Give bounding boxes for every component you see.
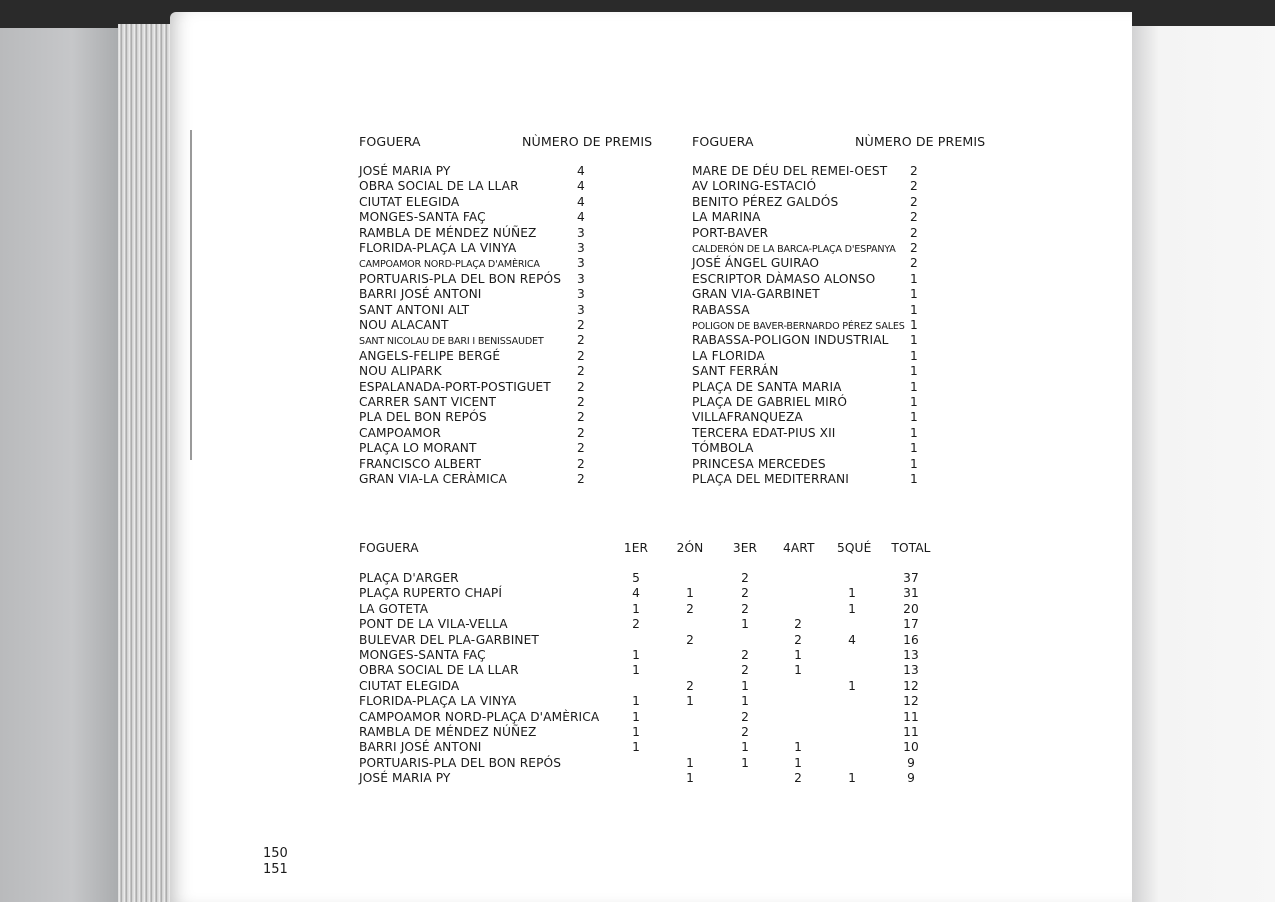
table-row — [359, 225, 585, 241]
premis-count: 2 — [910, 164, 918, 178]
page-number-151: 151 — [263, 862, 288, 877]
column-header-total: TOTAL — [891, 541, 931, 555]
3er-cell: 1 — [741, 678, 749, 693]
table-row — [359, 410, 585, 425]
table-row — [359, 694, 949, 709]
table-row — [359, 287, 585, 302]
foguera-name: CALDERÓN DE LA BARCA-PLAÇA D'ESPANYA — [692, 244, 896, 255]
premis-count: 1 — [910, 302, 918, 317]
foguera-name: PLAÇA DEL MEDITERRANI — [692, 472, 849, 486]
total-cell: 37 — [903, 571, 919, 585]
1er-cell: 1 — [632, 648, 640, 662]
premis-count: 4 — [577, 194, 585, 209]
foguera-name: PORT-BAVER — [692, 225, 769, 240]
total-cell: 11 — [903, 725, 919, 739]
table-row — [359, 271, 585, 287]
column-header-foguera: FOGUERA — [359, 134, 421, 149]
foguera-name: SANT FERRÁN — [692, 364, 779, 379]
4art-cell: 2 — [794, 617, 802, 632]
foguera-name: TERCERA EDAT-PIUS XII — [692, 425, 836, 440]
foguera-name: RABASSA-POLIGON INDUSTRIAL — [692, 333, 889, 348]
1er-cell: 1 — [632, 709, 640, 724]
1er-cell: 5 — [632, 571, 640, 585]
foguera-name: MONGES-SANTA FAÇ — [359, 210, 486, 225]
foguera-name: OBRA SOCIAL DE LA LLAR — [359, 179, 519, 194]
table-row — [359, 586, 949, 601]
foguera-name: RAMBLA DE MÉNDEZ NÚÑEZ — [359, 725, 537, 739]
foguera-name: TÓMBOLA — [692, 441, 754, 456]
1er-cell: 1 — [632, 725, 640, 739]
3er-cell: 2 — [741, 709, 749, 724]
premis-count: 2 — [577, 456, 585, 471]
premis-count: 1 — [910, 348, 918, 363]
premis-table-left — [359, 134, 659, 494]
premis-count: 1 — [910, 318, 918, 332]
foguera-name: RABASSA — [692, 302, 750, 317]
2on-cell: 2 — [686, 601, 694, 616]
1er-cell: 1 — [632, 663, 640, 678]
table-row — [692, 379, 918, 395]
table-row — [692, 333, 918, 348]
total-cell: 13 — [903, 663, 919, 678]
2on-cell: 2 — [686, 632, 694, 647]
foguera-name: CAMPOAMOR NORD-PLAÇA D'AMÈRICA — [359, 709, 600, 724]
premis-count: 1 — [910, 271, 918, 286]
foguera-name: FRANCISCO ALBERT — [359, 456, 482, 471]
premis-count: 3 — [577, 271, 585, 286]
total-cell: 11 — [903, 709, 919, 724]
spine-line — [190, 130, 192, 460]
foguera-name: PLAÇA DE SANTA MARIA — [692, 379, 842, 394]
table-row — [359, 710, 949, 725]
table-row — [359, 756, 949, 771]
foguera-name: PONT DE LA VILA-VELLA — [359, 617, 508, 632]
table-row — [359, 179, 585, 194]
page-number-150: 150 — [263, 846, 288, 861]
table-row — [359, 210, 585, 225]
premis-count: 2 — [910, 179, 918, 194]
premis-count: 3 — [577, 241, 585, 255]
table-row — [359, 571, 949, 586]
table-row — [359, 617, 949, 632]
foguera-name: BARRI JOSÉ ANTONI — [359, 287, 482, 302]
table-row — [692, 271, 918, 287]
premis-count: 2 — [910, 256, 918, 271]
table-row — [692, 179, 918, 194]
table-row — [692, 287, 918, 302]
background-left — [0, 28, 120, 902]
table-row — [359, 740, 949, 755]
table-row — [359, 164, 585, 179]
foguera-name: OBRA SOCIAL DE LA LLAR — [359, 663, 519, 678]
5que-cell: 1 — [848, 601, 856, 616]
foguera-name: FLORIDA-PLAÇA LA VINYA — [359, 241, 517, 255]
book-page-edges — [118, 24, 178, 902]
table-row — [692, 164, 918, 179]
table-row — [359, 602, 949, 617]
foguera-name: CIUTAT ELEGIDA — [359, 678, 460, 693]
table-row — [359, 725, 949, 740]
premis-table-right — [692, 134, 992, 494]
premis-count: 2 — [577, 472, 585, 486]
2on-cell: 1 — [686, 586, 694, 601]
3er-cell: 1 — [741, 740, 749, 755]
foguera-name: VILLAFRANQUEZA — [692, 410, 803, 425]
foguera-name: ANGELS-FELIPE BERGÉ — [359, 348, 501, 363]
total-cell: 12 — [903, 678, 919, 693]
4art-cell: 2 — [794, 771, 802, 786]
foguera-name: PLAÇA LO MORANT — [359, 441, 477, 456]
table-row — [359, 771, 949, 786]
table-row — [359, 379, 585, 395]
premis-count: 2 — [577, 333, 585, 348]
premis-count: 1 — [910, 425, 918, 440]
foguera-name: ESPALANADA-PORT-POSTIGUET — [359, 379, 551, 394]
total-cell: 12 — [903, 694, 919, 709]
column-header-3er: 3ER — [732, 541, 758, 555]
3er-cell: 2 — [741, 586, 749, 601]
foguera-name: LA MARINA — [692, 210, 761, 225]
foguera-name: PRINCESA MERCEDES — [692, 456, 826, 471]
3er-cell: 1 — [741, 755, 749, 770]
background-right — [1130, 26, 1275, 902]
4art-cell: 2 — [794, 632, 802, 647]
1er-cell: 1 — [632, 601, 640, 616]
2on-cell: 1 — [686, 755, 694, 770]
premis-count: 2 — [577, 425, 585, 440]
table-row — [692, 318, 918, 333]
1er-cell: 2 — [632, 617, 640, 632]
foguera-name: ESCRIPTOR DÀMASO ALONSO — [692, 271, 876, 286]
foguera-name: CAMPOAMOR — [359, 425, 441, 440]
premis-count: 4 — [577, 164, 585, 178]
premis-count: 1 — [910, 395, 918, 409]
table-row — [359, 348, 585, 364]
table-row — [359, 648, 949, 663]
column-header-numero-premis: NÙMERO DE PREMIS — [522, 134, 653, 149]
5que-cell: 1 — [848, 678, 856, 693]
table-row — [359, 333, 585, 348]
3er-cell: 1 — [741, 694, 749, 709]
foguera-name: PLA DEL BON REPÓS — [359, 410, 487, 425]
1er-cell: 4 — [632, 586, 640, 601]
table-row — [359, 395, 585, 410]
premis-count: 2 — [577, 348, 585, 363]
table-row — [359, 679, 949, 694]
premis-count: 2 — [910, 225, 918, 240]
total-cell: 10 — [903, 740, 919, 755]
premis-count: 2 — [577, 441, 585, 456]
table-row — [359, 302, 585, 318]
premis-count: 2 — [910, 210, 918, 225]
foguera-name: NOU ALACANT — [359, 318, 449, 332]
foguera-name: JOSÉ ÁNGEL GUIRAO — [692, 256, 820, 271]
table-row — [692, 456, 918, 472]
table-row — [359, 663, 949, 678]
foguera-name: JOSÉ MARIA PY — [359, 164, 451, 178]
foguera-name: CIUTAT ELEGIDA — [359, 194, 460, 209]
table-row — [359, 441, 585, 456]
premis-count: 1 — [910, 287, 918, 302]
premis-count: 3 — [577, 225, 585, 240]
foguera-name: PLAÇA RUPERTO CHAPÍ — [359, 586, 503, 601]
column-header-numero-premis: NÙMERO DE PREMIS — [855, 134, 986, 149]
premis-count: 2 — [577, 410, 585, 425]
table-row — [359, 633, 949, 648]
table-row — [359, 318, 585, 333]
foguera-name: LA GOTETA — [359, 601, 429, 616]
table-row — [692, 441, 918, 456]
total-cell: 17 — [903, 617, 919, 632]
column-header-1er: 1ER — [623, 541, 649, 555]
foguera-name: CARRER SANT VICENT — [359, 395, 497, 409]
foguera-name: RAMBLA DE MÉNDEZ NÚÑEZ — [359, 225, 537, 240]
table-row — [692, 425, 918, 441]
prize-breakdown-table — [359, 541, 949, 801]
total-cell: 9 — [907, 771, 915, 786]
table-row — [692, 256, 918, 271]
table-header-row — [359, 541, 949, 557]
premis-count: 2 — [910, 241, 918, 255]
foguera-name: GRAN VIA-LA CERÀMICA — [359, 472, 507, 486]
table-row — [692, 241, 918, 256]
premis-count: 1 — [910, 472, 918, 486]
premis-count: 3 — [577, 302, 585, 317]
foguera-name: PORTUARIS-PLA DEL BON REPÓS — [359, 271, 562, 286]
3er-cell: 2 — [741, 663, 749, 678]
premis-count: 3 — [577, 287, 585, 302]
foguera-name: CAMPOAMOR NORD-PLAÇA D'AMÈRICA — [359, 259, 540, 271]
table-row — [692, 364, 918, 379]
total-cell: 13 — [903, 648, 919, 662]
foguera-name: POLIGON DE BAVER-BERNARDO PÉREZ SALES — [692, 321, 905, 332]
3er-cell: 1 — [741, 617, 749, 632]
3er-cell: 2 — [741, 571, 749, 585]
foguera-name: GRAN VIA-GARBINET — [692, 287, 820, 302]
4art-cell: 1 — [794, 663, 802, 678]
column-header-4art: 4ART — [783, 541, 815, 555]
foguera-name: PORTUARIS-PLA DEL BON REPÓS — [359, 755, 562, 770]
foguera-name: FLORIDA-PLAÇA LA VINYA — [359, 694, 517, 709]
total-cell: 20 — [903, 601, 919, 616]
table-row — [692, 395, 918, 410]
foguera-name: SANT ANTONI ALT — [359, 302, 470, 317]
table-row — [359, 194, 585, 210]
1er-cell: 1 — [632, 694, 640, 709]
premis-count: 1 — [910, 333, 918, 348]
table-row — [359, 472, 585, 487]
foguera-name: PLAÇA DE GABRIEL MIRÓ — [692, 395, 848, 409]
foguera-name: LA FLORIDA — [692, 348, 765, 363]
foguera-name: MONGES-SANTA FAÇ — [359, 648, 486, 662]
premis-count: 2 — [910, 194, 918, 209]
foguera-name: JOSÉ MARIA PY — [359, 771, 451, 786]
table-row — [692, 410, 918, 425]
table-row — [692, 225, 918, 241]
3er-cell: 2 — [741, 725, 749, 739]
premis-count: 4 — [577, 210, 585, 225]
premis-count: 1 — [910, 364, 918, 379]
total-cell: 16 — [903, 632, 919, 647]
column-header-2on: 2ÓN — [676, 541, 704, 555]
3er-cell: 2 — [741, 601, 749, 616]
foguera-name: MARE DE DÉU DEL REMEI-OEST — [692, 164, 888, 178]
foguera-name: BULEVAR DEL PLA-GARBINET — [359, 632, 539, 647]
foguera-name: NOU ALIPARK — [359, 364, 442, 379]
1er-cell: 1 — [632, 740, 640, 755]
table-row — [359, 456, 585, 472]
table-row — [692, 348, 918, 364]
foguera-name: BARRI JOSÉ ANTONI — [359, 740, 482, 755]
premis-count: 4 — [577, 179, 585, 194]
table-row — [359, 425, 585, 441]
premis-count: 3 — [577, 256, 585, 271]
foguera-name: PLAÇA D'ARGER — [359, 571, 459, 585]
foguera-name: AV LORING-ESTACIÓ — [692, 179, 817, 194]
4art-cell: 1 — [794, 740, 802, 755]
total-cell: 9 — [907, 755, 915, 770]
2on-cell: 1 — [686, 771, 694, 786]
premis-count: 2 — [577, 364, 585, 379]
total-cell: 31 — [903, 586, 919, 601]
4art-cell: 1 — [794, 755, 802, 770]
5que-cell: 1 — [848, 771, 856, 786]
4art-cell: 1 — [794, 648, 802, 662]
2on-cell: 1 — [686, 694, 694, 709]
table-row — [359, 364, 585, 379]
table-row — [359, 256, 585, 271]
table-row — [692, 302, 918, 318]
premis-count: 1 — [910, 410, 918, 425]
column-header-foguera: FOGUERA — [359, 541, 419, 555]
table-row — [692, 472, 918, 487]
premis-count: 1 — [910, 441, 918, 456]
premis-count: 2 — [577, 318, 585, 332]
3er-cell: 2 — [741, 648, 749, 662]
table-row — [692, 210, 918, 225]
premis-count: 1 — [910, 456, 918, 471]
premis-count: 2 — [577, 379, 585, 394]
premis-count: 2 — [577, 395, 585, 409]
5que-cell: 1 — [848, 586, 856, 601]
foguera-name: SANT NICOLAU DE BARI I BENISSAUDET — [359, 336, 544, 348]
foguera-name: BENITO PÉREZ GALDÓS — [692, 194, 839, 209]
2on-cell: 2 — [686, 678, 694, 693]
5que-cell: 4 — [848, 632, 856, 647]
table-row — [359, 241, 585, 256]
column-header-5que: 5QUÉ — [837, 541, 872, 555]
table-row — [692, 194, 918, 210]
premis-count: 1 — [910, 379, 918, 394]
column-header-foguera: FOGUERA — [692, 134, 754, 149]
